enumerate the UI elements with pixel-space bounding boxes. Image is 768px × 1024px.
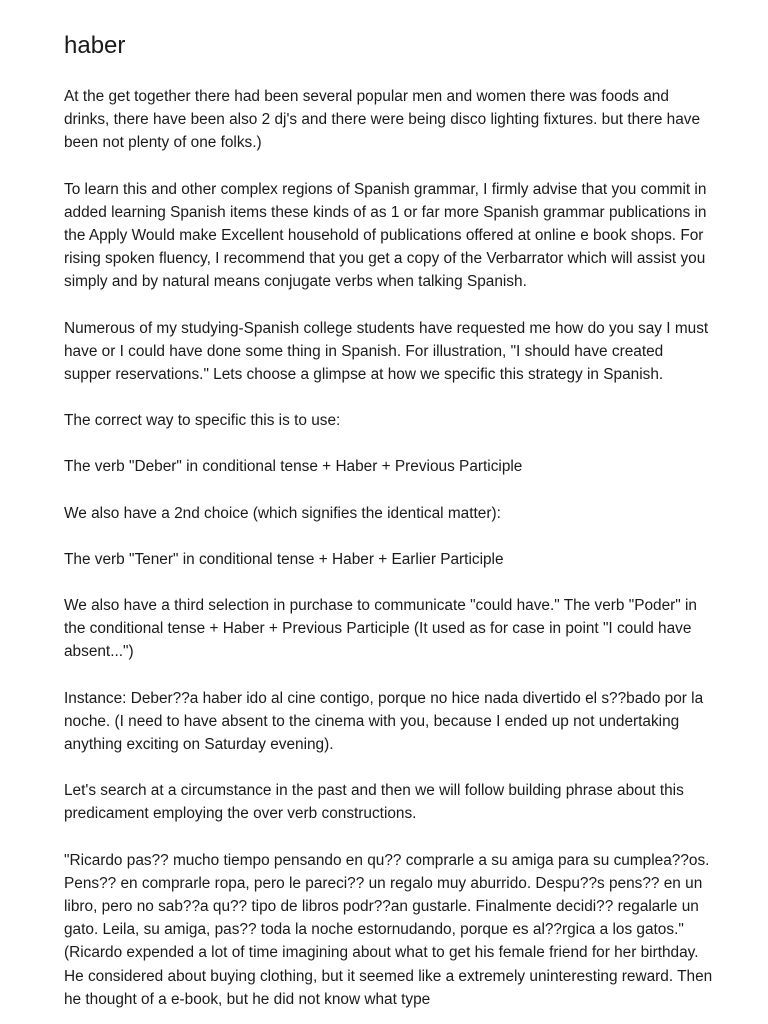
paragraph-poder-rule: We also have a third selection in purchase to communicate "could have." The verb "Poder" in the conditional tense + Haber + Previous Participle (It used as for case in point "I could have absent...") bbox=[64, 597, 697, 661]
paragraph-correct-way: The correct way to specific this is to use: bbox=[64, 412, 341, 430]
paragraph-ricardo-story: "Ricardo pas?? mucho tiempo pensando en qu?? comprarle a su amiga para su cumplea??os. Pens?? en comprarle ropa, pero le pareci?? un regalo muy aburrido. Despu??s pens?? en un libro, pero no sab??a qu?? tipo de libros podr??an gustarle. Finalmente decidi?? regalarle un gato. Leila, su amiga, pas?? toda la noche estornudando, porque es al??rgica a los gatos." (Ricardo expended a lot of time imagining about what to get his female friend for her birthday. He considered about buying clothing, but it seemed like a extremely uninteresting reward. Then he thought of a e-book, but he did not know what type bbox=[64, 851, 713, 1008]
paragraph-circumstance: Let's search at a circumstance in the past and then we will follow building phrase about this predicament employing the over verb constructions. bbox=[64, 782, 684, 823]
paragraph-party: At the get together there had been several popular men and women there was foods and drinks, there have been also 2 dj's and there were being disco lighting fixtures. but there have been not plenty of one folks.) bbox=[64, 88, 701, 152]
paragraph-learning-advice: To learn this and other complex regions of Spanish grammar, I firmly advise that you commit in added learning Spanish items these kinds of as 1 or far more Spanish grammar publications in the Apply Would make Excellent household of publications offered at online e book shops. For rising spoken fluency, I recommend that you get a copy of the Verbarrator which will assist you simply and by natural means conjugate verbs when talking Spanish. bbox=[64, 180, 707, 291]
paragraph-instance: Instance: Deber??a haber ido al cine contigo, porque no hice nada divertido el s??bado por la noche. (I need to have absent to the cinema with you, because I ended up not undertaking anything exciting on Saturday evening). bbox=[64, 689, 704, 754]
paragraph-students-question: Numerous of my studying-Spanish college students have requested me how do you say I must have or I could have done some thing in Spanish. For illustration, "I should have created supper reservations." Lets choose a glimpse at how we specific this strategy in Spanish. bbox=[64, 319, 709, 384]
paragraph-deber-rule: The verb "Deber" in conditional tense + Haber + Previous Participle bbox=[64, 458, 523, 476]
page-title: haber bbox=[64, 32, 126, 59]
paragraph-second-choice: We also have a 2nd choice (which signifies the identical matter): bbox=[64, 504, 501, 522]
article-body bbox=[64, 85, 714, 1024]
paragraph-tener-rule: The verb "Tener" in conditional tense + Haber + Earlier Participle bbox=[64, 550, 504, 568]
